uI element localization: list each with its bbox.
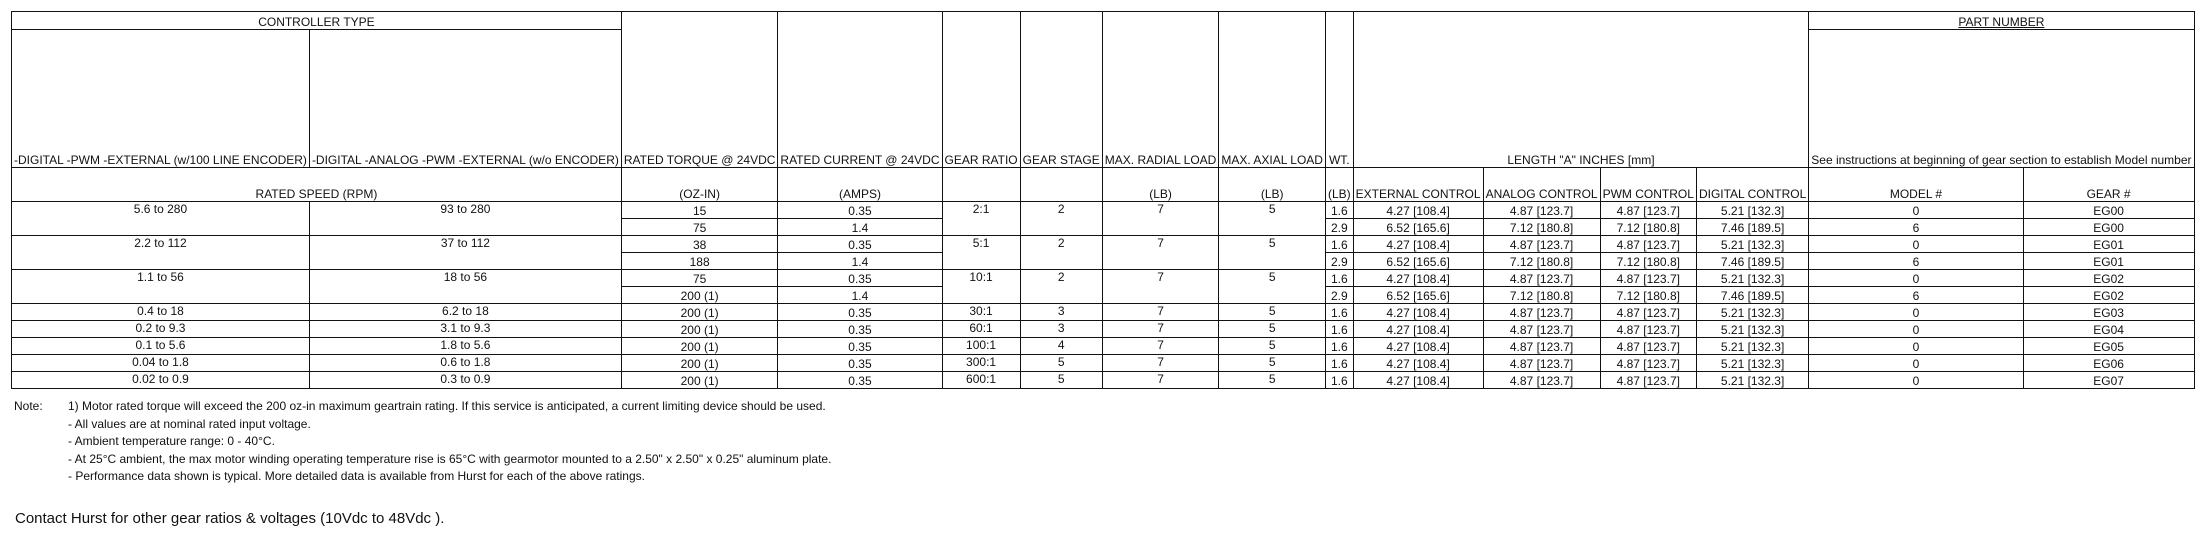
speed-with-encoder: 0.1 to 5.6 — [12, 338, 310, 355]
rated-current-header: RATED CURRENT @ 24VDC — [778, 12, 942, 168]
model-number: 0 — [1809, 304, 2023, 321]
length-external: 6.52 [165.6] — [1353, 253, 1483, 270]
model-number: 6 — [1809, 219, 2023, 236]
model-number: 0 — [1809, 236, 2023, 253]
table-row — [12, 355, 2195, 372]
rated-current: 0.35 — [778, 338, 942, 355]
gear-stage: 2 — [1020, 202, 1102, 236]
table-row — [12, 270, 2195, 287]
weight: 1.6 — [1325, 304, 1353, 321]
length-pwm: 4.87 [123.7] — [1600, 321, 1696, 338]
length-analog: 4.87 [123.7] — [1483, 372, 1600, 389]
speed-without-encoder: 6.2 to 18 — [309, 304, 621, 321]
gear-number-header: GEAR # — [2023, 168, 2194, 202]
length-external: 4.27 [108.4] — [1353, 236, 1483, 253]
gear-radial: 7 — [1102, 270, 1219, 304]
gear-radial: 7 — [1102, 338, 1219, 355]
max-axial-header: MAX. AXIAL LOAD — [1219, 12, 1326, 168]
weight: 2.9 — [1325, 219, 1353, 236]
length-external: 4.27 [108.4] — [1353, 338, 1483, 355]
gear-radial: 7 — [1102, 202, 1219, 236]
note-text: - All values are at nominal rated input voltage. — [68, 416, 311, 431]
gear-ratio-header: GEAR RATIO — [942, 12, 1020, 168]
note-text: - At 25°C ambient, the max motor winding operating temperature rise is 65°C with gearmotor mounted to a 2.50" x 2.50" x 0.25" aluminum plate. — [68, 451, 832, 466]
contact-note: Contact Hurst for other gear ratios & voltages (10Vdc to 48Vdc ). — [15, 510, 445, 527]
gear-radial: 7 — [1102, 372, 1219, 389]
stage-unit — [1020, 168, 1102, 202]
gear-number: EG03 — [2023, 304, 2194, 321]
rated-torque: 15 — [621, 202, 778, 219]
gear-number: EG05 — [2023, 338, 2194, 355]
gear-stage: 2 — [1020, 236, 1102, 270]
length-digital: 7.46 [189.5] — [1696, 253, 1808, 270]
note-line — [14, 451, 1034, 469]
length-external: 6.52 [165.6] — [1353, 219, 1483, 236]
speed-with-encoder: 0.2 to 9.3 — [12, 321, 310, 338]
gear-axial: 5 — [1219, 355, 1326, 372]
speed-without-encoder: 37 to 112 — [309, 236, 621, 270]
gear-stage: 3 — [1020, 304, 1102, 321]
length-external: 4.27 [108.4] — [1353, 372, 1483, 389]
length-pwm: 4.87 [123.7] — [1600, 355, 1696, 372]
length-pwm: 4.87 [123.7] — [1600, 202, 1696, 219]
table-row — [12, 304, 2195, 321]
length-digital: 5.21 [132.3] — [1696, 338, 1808, 355]
length-digital: 5.21 [132.3] — [1696, 372, 1808, 389]
length-analog: 4.87 [123.7] — [1483, 236, 1600, 253]
length-analog: 4.87 [123.7] — [1483, 202, 1600, 219]
length-pwm: 4.87 [123.7] — [1600, 236, 1696, 253]
pwm-control-header: PWM CONTROL — [1600, 168, 1696, 202]
rated-speed-header: RATED SPEED (RPM) — [12, 168, 622, 202]
gear-ratio: 30:1 — [942, 304, 1020, 321]
speed-with-encoder: 0.02 to 0.9 — [12, 372, 310, 389]
weight: 1.6 — [1325, 270, 1353, 287]
gear-radial: 7 — [1102, 355, 1219, 372]
table-row — [12, 372, 2195, 389]
rated-torque: 200 (1) — [621, 321, 778, 338]
length-pwm: 7.12 [180.8] — [1600, 219, 1696, 236]
gear-stage-header: GEAR STAGE — [1020, 12, 1102, 168]
notes — [14, 398, 1034, 486]
length-digital: 7.46 [189.5] — [1696, 219, 1808, 236]
length-analog: 4.87 [123.7] — [1483, 338, 1600, 355]
ratio-unit — [942, 168, 1020, 202]
rated-current: 0.35 — [778, 202, 942, 219]
length-pwm: 4.87 [123.7] — [1600, 304, 1696, 321]
model-number: 0 — [1809, 355, 2023, 372]
model-number: 0 — [1809, 202, 2023, 219]
part-number-header: PART NUMBER — [1809, 12, 2194, 30]
model-number: 0 — [1809, 321, 2023, 338]
max-radial-header: MAX. RADIAL LOAD — [1102, 12, 1219, 168]
gear-axial: 5 — [1219, 338, 1326, 355]
rated-current: 1.4 — [778, 219, 942, 236]
note-line — [14, 433, 1034, 451]
length-analog: 4.87 [123.7] — [1483, 270, 1600, 287]
gear-number: EG07 — [2023, 372, 2194, 389]
controller-no-encoder-header: -DIGITAL -ANALOG -PWM -EXTERNAL (w/o ENCODER) — [309, 30, 621, 168]
external-control-header: EXTERNAL CONTROL — [1353, 168, 1483, 202]
gear-radial: 7 — [1102, 304, 1219, 321]
gear-stage: 4 — [1020, 338, 1102, 355]
rated-torque: 200 (1) — [621, 287, 778, 304]
length-external: 4.27 [108.4] — [1353, 355, 1483, 372]
weight: 1.6 — [1325, 338, 1353, 355]
gear-stage: 5 — [1020, 372, 1102, 389]
rated-current: 0.35 — [778, 304, 942, 321]
gear-axial: 5 — [1219, 304, 1326, 321]
length-pwm: 7.12 [180.8] — [1600, 253, 1696, 270]
weight: 2.9 — [1325, 287, 1353, 304]
length-analog: 4.87 [123.7] — [1483, 304, 1600, 321]
table-body — [12, 202, 2195, 389]
table-row — [12, 236, 2195, 253]
gear-axial: 5 — [1219, 321, 1326, 338]
length-external: 6.52 [165.6] — [1353, 287, 1483, 304]
rated-current: 1.4 — [778, 287, 942, 304]
weight: 1.6 — [1325, 321, 1353, 338]
gear-ratio: 100:1 — [942, 338, 1020, 355]
model-number: 0 — [1809, 270, 2023, 287]
gear-axial: 5 — [1219, 202, 1326, 236]
part-number-instructions: See instructions at beginning of gear section to establish Model number — [1809, 30, 2194, 168]
length-digital: 7.46 [189.5] — [1696, 287, 1808, 304]
rated-current: 0.35 — [778, 372, 942, 389]
gear-ratio: 5:1 — [942, 236, 1020, 270]
speed-with-encoder: 0.04 to 1.8 — [12, 355, 310, 372]
weight: 2.9 — [1325, 253, 1353, 270]
length-digital: 5.21 [132.3] — [1696, 270, 1808, 287]
speed-with-encoder: 1.1 to 56 — [12, 270, 310, 304]
digital-control-header: DIGITAL CONTROL — [1696, 168, 1808, 202]
controller-type-header: CONTROLLER TYPE — [12, 12, 622, 30]
length-digital: 5.21 [132.3] — [1696, 236, 1808, 253]
speed-without-encoder: 3.1 to 9.3 — [309, 321, 621, 338]
note-line — [14, 468, 1034, 486]
length-digital: 5.21 [132.3] — [1696, 355, 1808, 372]
rated-current: 0.35 — [778, 355, 942, 372]
rated-current: 1.4 — [778, 253, 942, 270]
controller-encoder-header: -DIGITAL -PWM -EXTERNAL (w/100 LINE ENCODER) — [12, 30, 310, 168]
length-pwm: 4.87 [123.7] — [1600, 338, 1696, 355]
current-unit: (AMPS) — [778, 168, 942, 202]
model-number: 6 — [1809, 287, 2023, 304]
rated-current: 0.35 — [778, 236, 942, 253]
rated-current: 0.35 — [778, 270, 942, 287]
length-pwm: 4.87 [123.7] — [1600, 270, 1696, 287]
gear-ratio: 60:1 — [942, 321, 1020, 338]
length-analog: 4.87 [123.7] — [1483, 321, 1600, 338]
axial-unit: (LB) — [1219, 168, 1326, 202]
rated-torque: 188 — [621, 253, 778, 270]
length-digital: 5.21 [132.3] — [1696, 304, 1808, 321]
speed-with-encoder: 0.4 to 18 — [12, 304, 310, 321]
weight: 1.6 — [1325, 202, 1353, 219]
note-line — [14, 398, 1034, 416]
speed-without-encoder: 93 to 280 — [309, 202, 621, 236]
model-number-header: MODEL # — [1809, 168, 2023, 202]
weight: 1.6 — [1325, 372, 1353, 389]
weight: 1.6 — [1325, 236, 1353, 253]
torque-unit: (OZ-IN) — [621, 168, 778, 202]
length-analog: 7.12 [180.8] — [1483, 287, 1600, 304]
length-external: 4.27 [108.4] — [1353, 304, 1483, 321]
gear-ratio: 2:1 — [942, 202, 1020, 236]
length-external: 4.27 [108.4] — [1353, 202, 1483, 219]
speed-without-encoder: 18 to 56 — [309, 270, 621, 304]
gear-axial: 5 — [1219, 372, 1326, 389]
length-external: 4.27 [108.4] — [1353, 270, 1483, 287]
rated-torque: 75 — [621, 270, 778, 287]
gear-radial: 7 — [1102, 321, 1219, 338]
note-line — [14, 416, 1034, 434]
gear-stage: 5 — [1020, 355, 1102, 372]
length-analog: 7.12 [180.8] — [1483, 253, 1600, 270]
length-digital: 5.21 [132.3] — [1696, 202, 1808, 219]
gear-ratio: 300:1 — [942, 355, 1020, 372]
length-pwm: 4.87 [123.7] — [1600, 372, 1696, 389]
rated-torque: 75 — [621, 219, 778, 236]
table-row — [12, 338, 2195, 355]
model-number: 6 — [1809, 253, 2023, 270]
rated-torque: 38 — [621, 236, 778, 253]
gear-number: EG02 — [2023, 270, 2194, 287]
gear-number: EG02 — [2023, 287, 2194, 304]
spec-table — [11, 11, 2195, 389]
gear-stage: 2 — [1020, 270, 1102, 304]
gear-number: EG01 — [2023, 253, 2194, 270]
note-text: - Ambient temperature range: 0 - 40°C. — [68, 434, 275, 448]
note-text: - Performance data shown is typical. More detailed data is available from Hurst for each of the above ratings. — [68, 469, 645, 483]
rated-torque-header: RATED TORQUE @ 24VDC — [621, 12, 778, 168]
model-number: 0 — [1809, 338, 2023, 355]
analog-control-header: ANALOG CONTROL — [1483, 168, 1600, 202]
wt-header: WT. — [1325, 12, 1353, 168]
gear-number: EG01 — [2023, 236, 2194, 253]
speed-with-encoder: 2.2 to 112 — [12, 236, 310, 270]
rated-current: 0.35 — [778, 321, 942, 338]
speed-with-encoder: 5.6 to 280 — [12, 202, 310, 236]
speed-without-encoder: 0.6 to 1.8 — [309, 355, 621, 372]
length-pwm: 7.12 [180.8] — [1600, 287, 1696, 304]
length-analog: 4.87 [123.7] — [1483, 355, 1600, 372]
gear-ratio: 600:1 — [942, 372, 1020, 389]
gear-axial: 5 — [1219, 236, 1326, 270]
speed-without-encoder: 1.8 to 5.6 — [309, 338, 621, 355]
weight: 1.6 — [1325, 355, 1353, 372]
rated-torque: 200 (1) — [621, 355, 778, 372]
speed-without-encoder: 0.3 to 0.9 — [309, 372, 621, 389]
notes-label: Note: — [14, 399, 43, 413]
length-header: LENGTH "A" INCHES [mm] — [1353, 12, 1809, 168]
length-analog: 7.12 [180.8] — [1483, 219, 1600, 236]
gear-number: EG00 — [2023, 202, 2194, 219]
gear-radial: 7 — [1102, 236, 1219, 270]
gear-number: EG06 — [2023, 355, 2194, 372]
gear-stage: 3 — [1020, 321, 1102, 338]
rated-torque: 200 (1) — [621, 338, 778, 355]
radial-unit: (LB) — [1102, 168, 1219, 202]
wt-unit: (LB) — [1325, 168, 1353, 202]
gear-axial: 5 — [1219, 270, 1326, 304]
length-digital: 5.21 [132.3] — [1696, 321, 1808, 338]
note-text: 1) Motor rated torque will exceed the 200 oz-in maximum geartrain rating. If this service is anticipated, a current limiting device should be used. — [68, 399, 826, 413]
model-number: 0 — [1809, 372, 2023, 389]
rated-torque: 200 (1) — [621, 372, 778, 389]
table-row — [12, 202, 2195, 219]
gear-number: EG04 — [2023, 321, 2194, 338]
length-external: 4.27 [108.4] — [1353, 321, 1483, 338]
rated-torque: 200 (1) — [621, 304, 778, 321]
table-row — [12, 321, 2195, 338]
gear-number: EG00 — [2023, 219, 2194, 236]
gear-ratio: 10:1 — [942, 270, 1020, 304]
